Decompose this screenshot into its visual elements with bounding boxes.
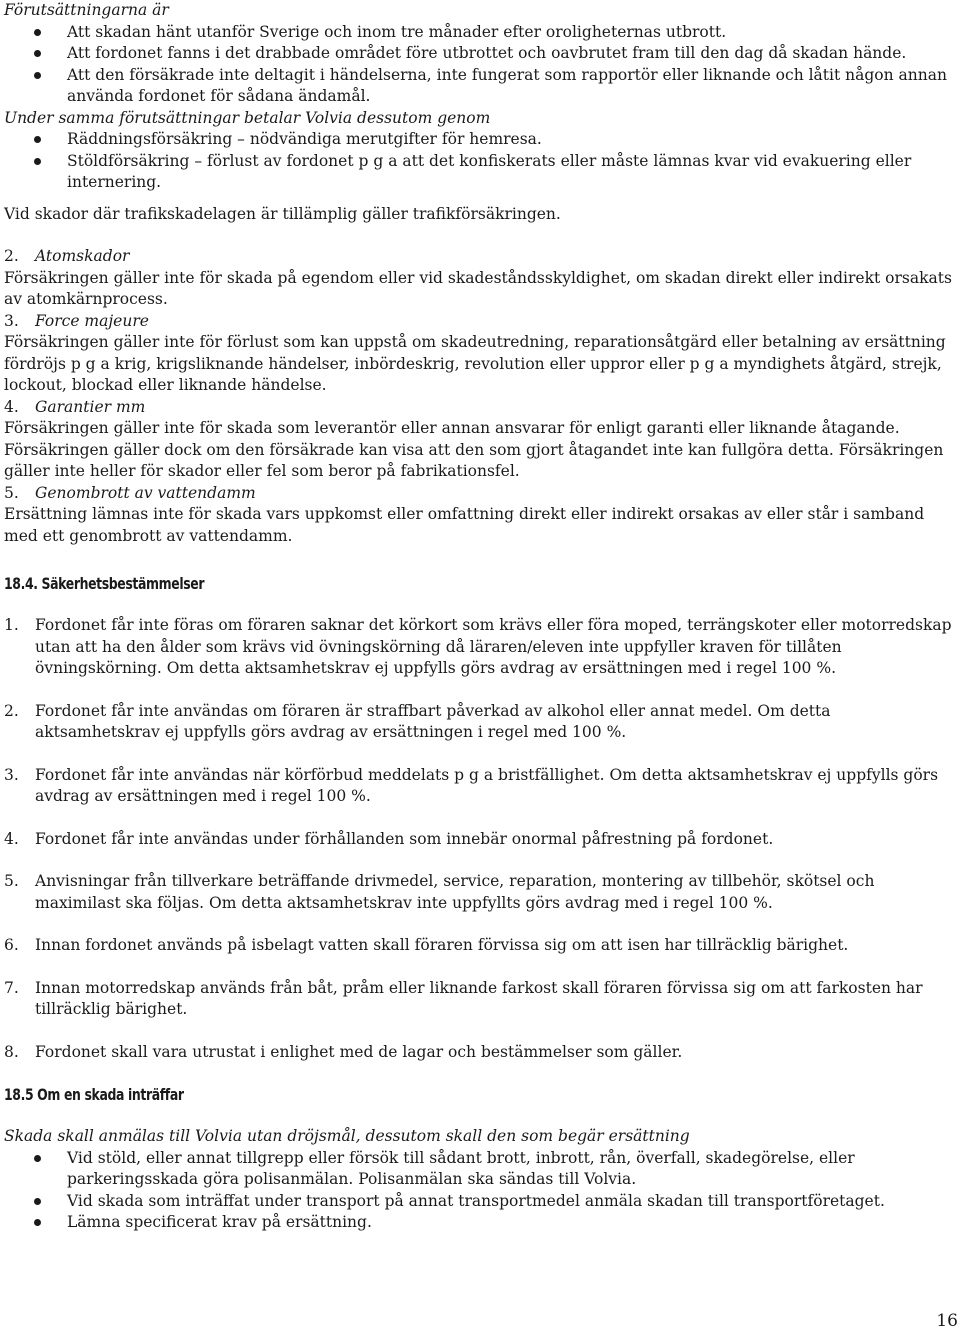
- list-item: 7. Innan motorredskap används från båt, pråm eller liknande farkost skall föraren förvissa sig om att farkosten har tillräcklig bärighet.: [4, 978, 923, 1018]
- list-item: Att den försäkrade inte deltagit i händelserna, inte fungerat som rapportör eller liknande och låtit någon annan använda fordonet för sådana ändamål.: [4, 65, 952, 108]
- list-item: Lämna specificerat krav på ersättning.: [4, 1212, 952, 1234]
- conditions-heading: Förutsättningarna är: [4, 1, 169, 19]
- list-item: Stöldförsäkring – förlust av fordonet p g a att det konfiskerats eller måste lämnas kvar vid evakuering eller internering.: [4, 151, 952, 194]
- bullet-icon: [34, 136, 41, 143]
- safety-heading: 18.4. Säkerhetsbestämmelser: [4, 574, 205, 593]
- damage-intro: Skada skall anmälas till Volvia utan dröjsmål, dessutom skall den som begär ersättning: [4, 1127, 690, 1145]
- exclusion-title: 2. Atomskador: [4, 247, 130, 265]
- bullet-icon: [34, 1155, 41, 1162]
- safety-list: [4, 615, 952, 1063]
- exclusion-section: [4, 246, 952, 311]
- list-item: Vid stöld, eller annat tillgrepp eller försök till sådant brott, inbrott, rån, överfall, skadegörelse, eller parkeringsskada göra polisanmälan. Polisanmälan ska sändas till Volvia.: [4, 1148, 952, 1191]
- exclusion-section: [4, 483, 952, 548]
- list-item: Att fordonet fanns i det drabbade området före utbrottet och oavbrutet fram till den dag då skadan hände.: [4, 43, 952, 65]
- exclusion-text: Försäkringen gäller inte för förlust som kan uppstå om skadeutredning, reparationsåtgärd eller betalning av ersättning fördröjs p g a krig, krigsliknande händelser, inbördeskrig, revolution eller uppror eller p g a myndighets åtgärd, strejk, lockout, blockad eller liknande händelse.: [4, 333, 946, 394]
- exclusion-text: Försäkringen gäller inte för skada på egendom eller vid skadeståndsskyldighet, om skadan direkt eller indirekt orsakats av atomkärnprocess.: [4, 268, 952, 308]
- damage-list: [4, 1148, 952, 1234]
- bullet-icon: [34, 1198, 41, 1205]
- list-item: Vid skada som inträffat under transport på annat transportmedel anmäla skadan till transportföretaget.: [4, 1191, 952, 1213]
- list-item: 1. Fordonet får inte föras om föraren saknar det körkort som krävs eller föra moped, terrängskoter eller motorredskap utan att ha den ålder som krävs vid övningskörning då läraren/eleven inte uppfyller kraven för tillåten övningskörning. Om detta aktsamhetskrav ej uppfylls görs avdrag av ersättningen med i regel 100 %.: [4, 616, 952, 677]
- list-item: 6. Innan fordonet används på isbelagt vatten skall föraren förvissa sig om att isen har tillräcklig bärighet.: [4, 936, 849, 954]
- exclusion-text: Försäkringen gäller inte för skada som leverantör eller annan ansvarar för enligt garanti eller liknande åtagande. Försäkringen gäller dock om den försäkrade kan visa att den som gjort åtagandet inte kan fullgöra detta. Försäkringen gäller inte heller för skador eller fel som beror på fabrikationsfel.: [4, 419, 944, 480]
- list-item: 2. Fordonet får inte användas om föraren är straffbart påverkad av alkohol eller annat medel. Om detta aktsamhetskrav ej uppfylls görs avdrag av ersättningen i regel med 100 %.: [4, 701, 831, 741]
- exclusion-title: 5. Genombrott av vattendamm: [4, 483, 256, 502]
- list-item: Räddningsförsäkring – nödvändiga merutgifter för hemresa.: [4, 129, 952, 151]
- list-item: 5. Anvisningar från tillverkare beträffande drivmedel, service, reparation, montering av tillbehör, skötsel och maximilast ska följas. Om detta aktsamhetskrav inte uppfyllts görs avdrag med i regel 100 %.: [4, 872, 875, 912]
- bullet-icon: [34, 29, 41, 36]
- traffic-note: Vid skador där trafikskadelagen är tillämplig gäller trafikförsäkringen.: [4, 204, 561, 223]
- document-page: [4, 0, 952, 1234]
- exclusion-title: 4. Garantier mm: [4, 397, 146, 416]
- additional-coverage-list: [4, 129, 952, 194]
- conditions-list: [4, 22, 952, 108]
- exclusion-title: 3. Force majeure: [4, 311, 149, 330]
- bullet-icon: [34, 158, 41, 165]
- list-item: 8. Fordonet skall vara utrustat i enlighet med de lagar och bestämmelser som gäller.: [4, 1042, 683, 1061]
- additional-coverage-heading: Under samma förutsättningar betalar Volvia dessutom genom: [4, 108, 491, 127]
- bullet-icon: [34, 72, 41, 79]
- damage-heading: 18.5 Om en skada inträffar: [4, 1085, 184, 1104]
- list-item: 4. Fordonet får inte användas under förhållanden som innebär onormal påfrestning på fordonet.: [4, 829, 774, 848]
- bullet-icon: [34, 1219, 41, 1226]
- exclusion-text: Ersättning lämnas inte för skada vars uppkomst eller omfattning direkt eller indirekt orsakas av eller står i samband med ett genombrott av vattendamm.: [4, 505, 925, 545]
- page-number: 16: [936, 1310, 958, 1331]
- exclusion-section: [4, 397, 952, 483]
- exclusion-section: [4, 311, 952, 397]
- bullet-icon: [34, 50, 41, 57]
- list-item: Att skadan hänt utanför Sverige och inom tre månader efter oroligheternas utbrott.: [4, 22, 952, 44]
- list-item: 3. Fordonet får inte användas när körförbud meddelats p g a bristfällighet. Om detta aktsamhetskrav ej uppfylls görs avdrag av ersättningen med i regel 100 %.: [4, 765, 939, 805]
